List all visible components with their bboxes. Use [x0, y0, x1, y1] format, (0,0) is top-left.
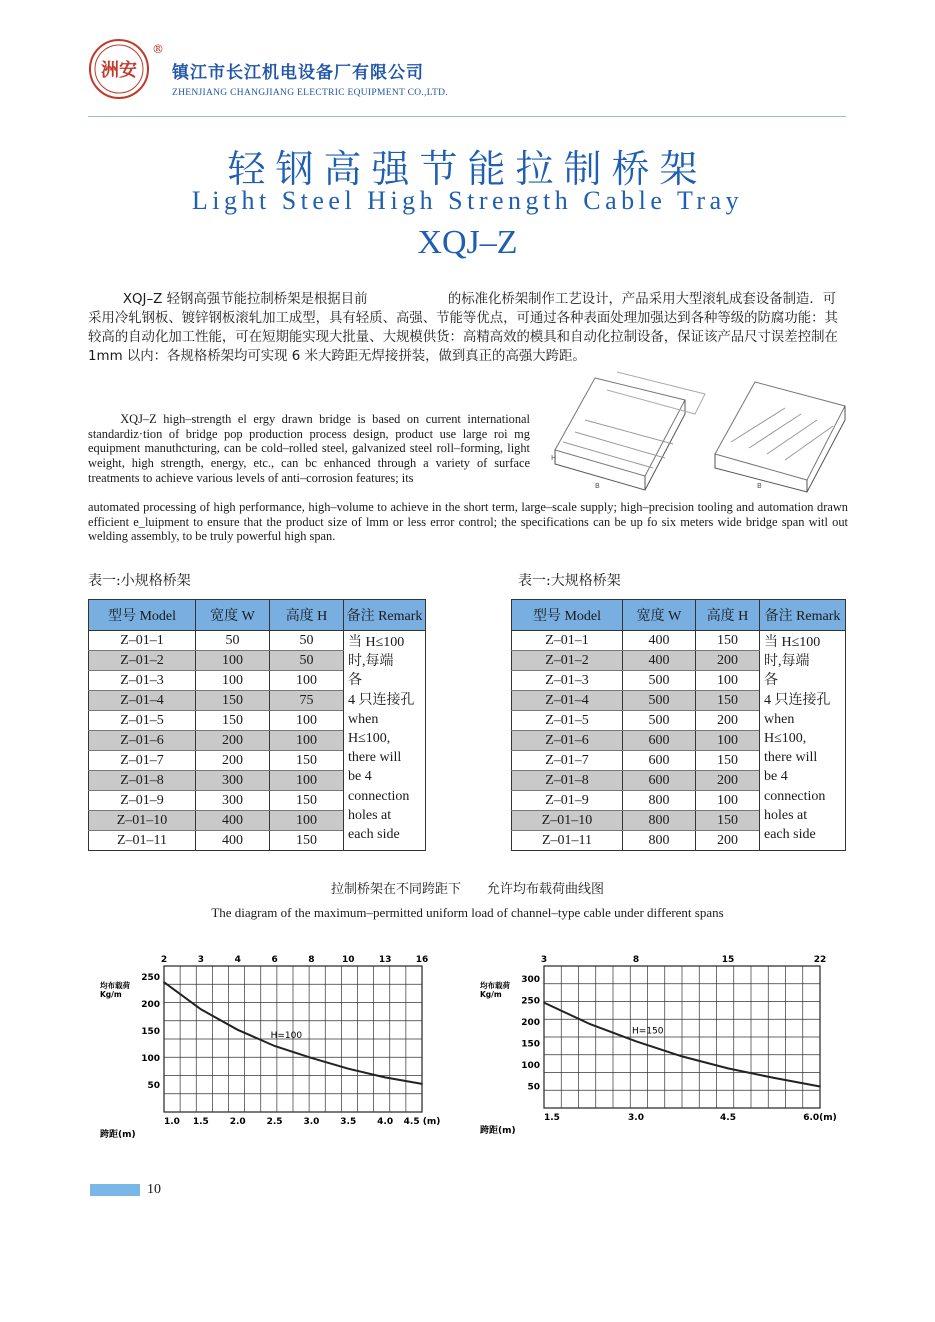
cell-width: 50: [196, 631, 270, 651]
cell-height: 200: [696, 771, 760, 791]
table-small-caption: 表一:小规格桥架: [88, 573, 191, 589]
y-tick-label: 150: [521, 1039, 540, 1050]
y-axis-label: 均布载荷: [100, 981, 130, 990]
cell-height: 200: [696, 831, 760, 851]
x-top-tick-label: 8: [308, 955, 315, 965]
data-point: [727, 1068, 729, 1070]
table-body: [512, 631, 846, 851]
cell-model: Z–01–1: [512, 631, 623, 651]
x-top-tick-label: 10: [342, 955, 355, 965]
header-remark: 备注 Remark: [344, 600, 426, 631]
x-top-tick-label: 8: [632, 955, 640, 965]
cell-height: 150: [270, 831, 344, 851]
y-tick-label: 50: [147, 1080, 160, 1091]
svg-text:B: B: [757, 482, 762, 490]
x-axis-label: 跨距(m): [480, 1126, 516, 1136]
cell-width: 400: [196, 831, 270, 851]
cell-height: 150: [696, 631, 760, 651]
cell-height: 100: [696, 671, 760, 691]
data-point: [773, 1077, 775, 1079]
data-point: [237, 1029, 239, 1031]
cell-remark: 当 H≤100 时,每端 各 4 只连接孔 when H≤100, there will be 4 connection holes at each side: [760, 631, 846, 851]
data-point: [819, 1086, 821, 1088]
y-tick-label: 150: [141, 1026, 160, 1037]
cell-width: 500: [623, 711, 696, 731]
y-tick-label: 50: [527, 1082, 540, 1093]
y-tick-label: 300: [521, 974, 540, 985]
cell-width: 100: [196, 671, 270, 691]
cell-model: Z–01–6: [89, 731, 196, 751]
cell-model: Z–01–4: [512, 691, 623, 711]
x-tick-label: 4.5: [720, 1113, 736, 1123]
y-tick-label: 100: [521, 1060, 540, 1071]
cell-height: 100: [270, 811, 344, 831]
x-top-tick-label: 13: [378, 955, 392, 965]
y-tick-label: 200: [521, 1017, 540, 1028]
cell-height: 100: [270, 711, 344, 731]
product-image: [545, 380, 848, 492]
cell-height: 100: [696, 791, 760, 811]
company-logo: [88, 38, 150, 100]
model-code: XQJ–Z: [417, 224, 518, 261]
cell-model: Z–01–8: [89, 771, 196, 791]
cell-height: 75: [270, 691, 344, 711]
header-height: 高度 H: [270, 600, 344, 631]
x-tick-label: 2.5: [266, 1117, 283, 1127]
svg-text:H: H: [551, 454, 557, 462]
cell-width: 300: [196, 771, 270, 791]
y-tick-label: 200: [141, 999, 160, 1010]
registered-mark: ®: [152, 42, 164, 56]
cell-height: 100: [270, 771, 344, 791]
table-large-caption: 表一:大规格桥架: [518, 573, 621, 589]
intro-paragraph-en-part1: XQJ–Z high–strength el ergy drawn bridge is based on current international standardiz·tion of bridge pop production process design, product use large roi mg equipment manuthcturing, can be cold–rolled steel, galvanized steel roll–forming, light weight, high strength, energy, etc., can bc enhanced through a variety of surface treatments to achieve various levels of anti–corrosion features; its: [88, 412, 530, 485]
cell-width: 400: [623, 631, 696, 651]
cell-height: 150: [696, 751, 760, 771]
header-width: 宽度 W: [196, 600, 270, 631]
header-model: 型号 Model: [89, 600, 196, 631]
cell-width: 600: [623, 771, 696, 791]
title-cn: 轻钢高强节能拉制桥架: [227, 147, 708, 191]
cell-model: Z–01–11: [89, 831, 196, 851]
x-tick-label: 3.5: [340, 1117, 357, 1127]
logo-text: 洲安: [101, 60, 137, 81]
curve-annotation: H=100: [270, 1031, 303, 1042]
x-top-tick-label: 2: [160, 955, 168, 965]
cell-height: 150: [696, 811, 760, 831]
cell-width: 800: [623, 811, 696, 831]
cell-width: 800: [623, 791, 696, 811]
cell-width: 150: [196, 691, 270, 711]
y-tick-label: 100: [141, 1053, 160, 1064]
y-axis-label: Kg/m: [480, 990, 502, 999]
x-top-tick-label: 16: [415, 955, 429, 965]
cell-height: 200: [696, 651, 760, 671]
cell-model: Z–01–9: [512, 791, 623, 811]
x-tick-label: 1.5: [544, 1113, 560, 1123]
data-point: [681, 1056, 683, 1058]
page-number: 10: [147, 1182, 161, 1197]
intro-paragraph-cn: XQJ–Z 轻钢高强节能拉制桥架是根据目前 的标准化桥架制作工艺设计，产品采用大型滚轧成套设备制造．可采用冷轧钢板、镀锌钢板滚轧加工成型，具有轻质、高强、节能等优点，可通过各种表面处理加强达到各种等级的防腐功能：其较高的自动化加工性能，可在短期能实现大批量、大规模供货：高精高效的模具和自动化拉制设备，保证该产品尺寸误差控制在 1mm 以内：各规格桥架均可实现 6 米大跨距无焊接拼装，做到真正的高强大跨距。: [88, 292, 838, 364]
data-point: [635, 1041, 637, 1043]
cell-model: Z–01–11: [512, 831, 623, 851]
cell-model: Z–01–3: [89, 671, 196, 691]
company-name-en: ZHENJIANG CHANGJIANG ELECTRIC EQUIPMENT CO.,LTD.: [172, 88, 448, 98]
x-top-tick-label: 3: [540, 955, 548, 965]
header-height: 高度 H: [696, 600, 760, 631]
svg-text:B: B: [595, 482, 600, 490]
cell-height: 100: [696, 731, 760, 751]
y-axis-label: Kg/m: [100, 990, 122, 999]
cell-model: Z–01–6: [512, 731, 623, 751]
x-top-tick-label: 6: [271, 955, 278, 965]
cell-model: Z–01–2: [89, 651, 196, 671]
cell-width: 200: [196, 751, 270, 771]
cell-model: Z–01–4: [89, 691, 196, 711]
x-tick-label: 4.0: [377, 1117, 394, 1127]
cell-width: 600: [623, 731, 696, 751]
cell-width: 300: [196, 791, 270, 811]
x-tick-label: 3.0: [628, 1113, 644, 1123]
data-point: [163, 981, 165, 983]
cell-width: 600: [623, 751, 696, 771]
x-tick-label: 2.0: [229, 1117, 246, 1127]
cell-model: Z–01–2: [512, 651, 623, 671]
cell-width: 200: [196, 731, 270, 751]
cell-height: 100: [270, 671, 344, 691]
spec-table-small: [88, 599, 426, 851]
cell-width: 800: [623, 831, 696, 851]
diagram-title-en: The diagram of the maximum–permitted uniform load of channel–type cable under different spans: [211, 905, 724, 920]
cell-model: Z–01–1: [89, 631, 196, 651]
diagram-title-cn: 拉制桥架在不同跨距下 允许均布载荷曲线图: [330, 882, 604, 897]
table-body: [89, 631, 426, 851]
cell-remark: 当 H≤100 时,每端 各 4 只连接孔 when H≤100, there will be 4 connection holes at each side: [344, 631, 426, 851]
company-name-cn: 镇江市长江机电设备厂有限公司: [172, 63, 424, 83]
x-top-tick-label: 22: [813, 955, 827, 965]
x-tick-label: 4.5 (m): [403, 1117, 441, 1127]
cell-width: 500: [623, 691, 696, 711]
cell-height: 50: [270, 651, 344, 671]
x-top-tick-label: 4: [234, 955, 241, 965]
data-point: [311, 1057, 313, 1059]
cell-width: 150: [196, 711, 270, 731]
curve-annotation: H=150: [632, 1026, 664, 1037]
x-tick-label: 1.0: [164, 1117, 180, 1127]
cell-height: 150: [270, 791, 344, 811]
table-row: [89, 631, 426, 651]
cell-height: 100: [270, 731, 344, 751]
cell-height: 50: [270, 631, 344, 651]
header-model: 型号 Model: [512, 600, 623, 631]
cell-model: Z–01–3: [512, 671, 623, 691]
cell-width: 500: [623, 671, 696, 691]
cell-width: 100: [196, 651, 270, 671]
cell-height: 150: [696, 691, 760, 711]
cell-width: 400: [623, 651, 696, 671]
x-tick-label: 1.5: [192, 1117, 209, 1127]
header-divider: [88, 116, 846, 117]
data-point: [384, 1077, 386, 1079]
cell-model: Z–01–5: [89, 711, 196, 731]
x-tick-label: 3.0: [303, 1117, 320, 1127]
cell-model: Z–01–10: [89, 811, 196, 831]
cell-width: 400: [196, 811, 270, 831]
header-remark: 备注 Remark: [760, 600, 846, 631]
y-tick-label: 250: [521, 996, 540, 1007]
x-top-tick-label: 15: [721, 955, 735, 965]
header-width: 宽度 W: [623, 600, 696, 631]
y-axis-label: 均布载荷: [480, 981, 510, 990]
y-tick-label: 250: [141, 972, 160, 983]
cell-height: 200: [696, 711, 760, 731]
cell-model: Z–01–8: [512, 771, 623, 791]
cell-model: Z–01–7: [89, 751, 196, 771]
table-row: [512, 631, 846, 651]
data-point: [543, 1002, 545, 1004]
footer-bar: [90, 1184, 140, 1196]
load-chart-h150: [472, 950, 846, 1136]
data-point: [274, 1045, 276, 1047]
title-en: Light Steel High Strength Cable Tray: [191, 186, 744, 215]
data-point: [200, 1008, 202, 1010]
x-top-tick-label: 3: [197, 955, 204, 965]
load-chart-h100: [92, 950, 462, 1140]
cell-height: 150: [270, 751, 344, 771]
data-point: [347, 1068, 349, 1070]
intro-paragraph-en-part2: automated processing of high performance, high–volume to achieve in the short term, large–scale supply; high–precision tooling and automation drawn efficient e_luipment to ensure that the product size of lmm or less error control; the specifications can be up fo six meters wide bridge span witl out welding assembly, to be truly powerful high span.: [88, 500, 848, 544]
data-point: [421, 1083, 423, 1085]
cell-model: Z–01–9: [89, 791, 196, 811]
x-axis-label: 跨距(m): [100, 1130, 136, 1140]
spec-table-large: [511, 599, 846, 851]
cell-model: Z–01–7: [512, 751, 623, 771]
cell-model: Z–01–5: [512, 711, 623, 731]
cell-model: Z–01–10: [512, 811, 623, 831]
x-tick-label: 6.0(m): [803, 1113, 837, 1123]
data-point: [589, 1023, 591, 1025]
